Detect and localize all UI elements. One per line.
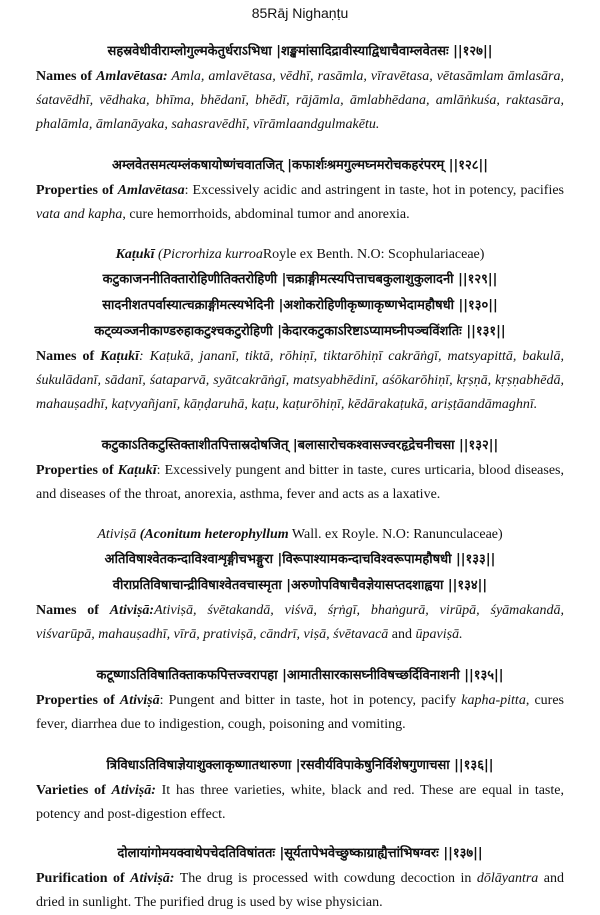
text: and	[388, 627, 416, 642]
ativisa-varieties	[36, 779, 564, 827]
names-list: Ativiṣā, śvētakandā, viśvā, śṛṅgī, bhaṅgurā, virūpā, śyāmakandā, viśvarūpā, mahauṣadhī, vīrā, prativiṣā, cāndrī, viṣā, śvētavacā	[36, 603, 564, 642]
dosha: vata and kapha	[36, 207, 123, 222]
verse-137: दोलायांगोमयक्वाथेपचेदतिविषांततः |सूर्यतापेभवेच्छुष्काग्राह्यैत्तांभिषग्वरः ||१३७||	[117, 846, 483, 861]
verse-129: कटुकाजननीतिक्तारोहिणीतिक्तरोहिणी |चक्राङ्गीमत्स्यपित्ताचबकुलाशुकुलादनी ||१२९||	[102, 272, 498, 287]
term: Ativiṣā:	[109, 603, 155, 618]
ativisa-names	[36, 599, 564, 647]
verse-127: सहस्रवेधीवीराम्लोगुल्मकेतुर्धराऽभिधा |शङ्खमांसादिद्रावीस्याद्विधाचैवाम्लवेतसः ||१२७||	[107, 44, 493, 59]
amlavetasa-properties	[36, 179, 564, 227]
label: Names of	[36, 603, 110, 618]
names-list-end: ūpaviṣā.	[415, 627, 463, 642]
term: Amlavētasa	[117, 183, 185, 198]
label: Varieties of	[36, 783, 112, 798]
verse-131: कट्व्यञ्जनीकाण्डरुहाकटुश्चकटुरोहिणी |केदारकटुकाऽरिष्टाऽप्यामघ्नीपञ्चविंशतिः ||१३१||	[94, 324, 506, 339]
label: Properties of	[36, 693, 120, 708]
dosha: kapha-pitta	[461, 693, 526, 708]
term: Kaṭukī	[100, 349, 140, 364]
text: , cures fever, diarrhea due to indigestion, cough, poisoning and vomiting.	[36, 693, 565, 732]
text: , cure hemorrhoids, abdominal tumor and anorexia.	[122, 207, 410, 222]
katuki-heading	[36, 243, 564, 267]
plant-name: Kaṭukī	[115, 247, 155, 262]
verse-133: अतिविषाश्वेतकन्दाविश्वाशृङ्गीचभङ्गुरा |विरूपाश्यामकन्दाचविश्वरूपामहौषधी ||१३३||	[104, 552, 496, 567]
apparatus: dōlāyantra	[476, 871, 539, 886]
term: Ativiṣā	[119, 693, 160, 708]
amlavetasa-names	[36, 65, 564, 137]
plant-name: Ativiṣā	[97, 527, 137, 542]
katuki-names	[36, 345, 564, 417]
term: Amlavētasa:	[96, 69, 168, 84]
botanical-name: (Picrorhiza kurroa	[154, 247, 263, 262]
label: Properties of	[36, 463, 118, 478]
names-list: Amla, amlavētasa, vēdhī, rasāmla, vīravētasa, vētasāmlam āmlasāra, śatavēdhī, vēdhaka, bhīma, bhēdanī, bhēdī, rājāmla, āmlabhēdana, amlāṅkuśa, raktasāra, phalāmla, āmlanāyaka, sahasravēdhī, vīrāmlaandgulmakētu.	[36, 69, 564, 132]
ativisa-purification	[36, 867, 564, 915]
term: Kaṭukī	[117, 463, 157, 478]
term: Ativiṣā:	[130, 871, 175, 886]
text: : Excessively acidic and astringent in taste, hot in potency, pacifies	[184, 183, 564, 198]
katuki-properties	[36, 459, 564, 507]
label: Purification of	[36, 871, 131, 886]
verse-134: वीराप्रतिविषाचान्द्रीविषाश्वेतवचास्मृता |अरुणोपविषाचैवज्ञेयासप्तदशाह्वया ||१३४||	[112, 578, 488, 593]
text: : Pungent and bitter in taste, hot in potency, pacify	[159, 693, 462, 708]
verse-132: कटुकाऽतिकटुस्तिक्ताशीतपित्तास्रदोषजित् |बलासारोचकश्वासज्वरहृद्रेचनीचसा ||१३२||	[101, 438, 499, 453]
document-page	[36, 0, 564, 915]
verse-136: त्रिविधाऽतिविषाज्ञेयाशुक्लाकृष्णातथारुणा |रसवीर्यविपाकेषुनिर्विशेषगुणाचसा ||१३६||	[106, 758, 494, 773]
verse-128: अम्लवेतसमत्यम्लंकषायोष्णंचवातजित् |कफार्शःश्रमगुल्मघ्नमरोचकहरंपरम् ||१२८||	[112, 158, 488, 173]
text: The drug is processed with cowdung decoction in	[174, 871, 477, 886]
label: Properties of	[36, 183, 118, 198]
names-list: : Kaṭukā, jananī, tiktā, rōhiṇī, tiktarōhiṇī cakrāṅgī, matsyapittā, bakulā, śukulādanī, sādanī, śataparvā, syātcakrāṅgī, matsyabhēdinī, aśōkarōhiṇī, kṛṣṇā, kṛṣṇabhēdā, mahauṣadhī, kaṭvyañjanī, kāṇḍaruhā, kaṭu, kaṭurōhiṇī, kēdārakaṭukā, ariṣṭāandāmaghnī.	[36, 349, 564, 412]
text: : Excessively pungent and bitter in taste, cures urticaria, blood diseases, and diseases of the throat, anorexia, asthma, fever and acts as a laxative.	[36, 463, 564, 502]
term: Ativiṣā:	[111, 783, 156, 798]
ativisa-heading	[36, 523, 564, 547]
botanical-authority: Royle ex Benth. N.O: Scophulariaceae)	[262, 247, 485, 262]
label: Names of	[36, 69, 97, 84]
botanical-authority: Wall. ex Royle. N.O: Ranunculaceae)	[288, 527, 503, 542]
text: and dried in sunlight. The purified drug is used by wise physician.	[36, 871, 564, 910]
text: It has three varieties, white, black and red. These are equal in taste, potency and post-digestion effect.	[36, 783, 564, 822]
running-header: 85Rāj Nighaṇṭu	[251, 5, 349, 21]
verse-130: सादनीशतपर्वास्यात्चक्राङ्गीमत्स्यभेदिनी |अशोकरोहिणीकृष्णाकृष्णभेदामहौषधी ||१३०||	[102, 298, 498, 313]
botanical-name: (Aconitum heterophyllum	[136, 527, 289, 542]
verse-135: कटूष्णाऽतिविषातिक्ताकफपित्तज्वरापहा |आमातीसारकासघ्नीविषच्छर्दिविनाशनी ||१३५||	[96, 668, 504, 683]
label: Names of	[36, 349, 101, 364]
ativisa-properties	[36, 689, 564, 737]
